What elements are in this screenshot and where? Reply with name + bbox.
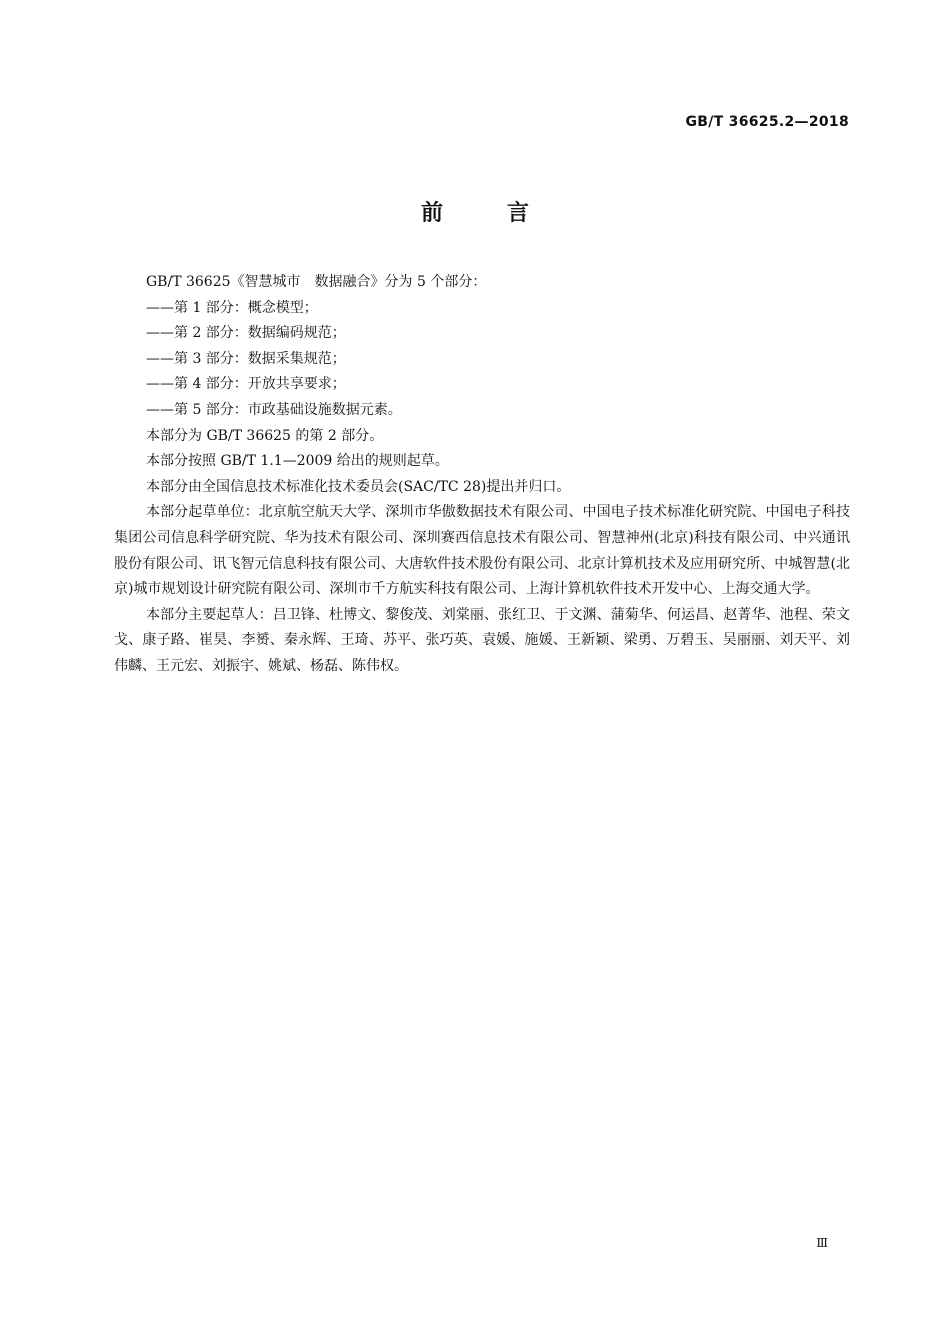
paragraph-drafting-units: 本部分起草单位：北京航空航天大学、深圳市华傲数据技术有限公司、中国电子技术标准化研究院、中国电子科技集团公司信息科学研究院、华为技术有限公司、深圳赛西信息技术有限公司、智慧神州(北京)科技有限公司、中兴通讯股份有限公司、讯飞智元信息科技有限公司、大唐软件技术股份有限公司、北京计算机技术及应用研究所、中城智慧(北京)城市规划设计研究院有限公司、深圳市千方航实科技有限公司、上海计算机软件技术开发中心、上海交通大学。 — [114, 504, 850, 598]
paragraph-drafters: 本部分主要起草人：吕卫锋、杜博文、黎俊茂、刘棠丽、张红卫、于文渊、蒲菊华、何运昌、赵菁华、池程、荣文戈、康子路、崔昊、李赟、秦永辉、王琦、苏平、张巧英、袁媛、施媛、王新颖、梁勇、万碧玉、吴丽丽、刘天平、刘伟麟、王元宏、刘振宇、姚斌、杨磊、陈伟权。 — [114, 606, 850, 674]
paragraph-part-3: ——第 3 部分：数据采集规范； — [146, 350, 346, 367]
standard-code: GB/T 36625.2—2018 — [685, 114, 849, 130]
page-number: Ⅲ — [816, 1236, 828, 1250]
paragraph-drafting-rules: 本部分按照 GB/T 1.1—2009 给出的规则起草。 — [146, 453, 449, 470]
foreword-body — [114, 270, 850, 680]
paragraph-part-2: ——第 2 部分：数据编码规范； — [146, 325, 346, 342]
paragraph-intro: GB/T 36625《智慧城市 数据融合》分为 5 个部分： — [146, 274, 487, 290]
paragraph-committee: 本部分由全国信息技术标准化技术委员会(SAC/TC 28)提出并归口。 — [146, 478, 571, 495]
page-title: 前言 — [420, 201, 593, 226]
paragraph-part-4: ——第 4 部分：开放共享要求； — [146, 376, 346, 393]
paragraph-part-5: ——第 5 部分：市政基础设施数据元素。 — [146, 401, 402, 418]
paragraph-scope: 本部分为 GB/T 36625 的第 2 部分。 — [146, 427, 384, 444]
paragraph-part-1: ——第 1 部分：概念模型； — [146, 299, 318, 316]
